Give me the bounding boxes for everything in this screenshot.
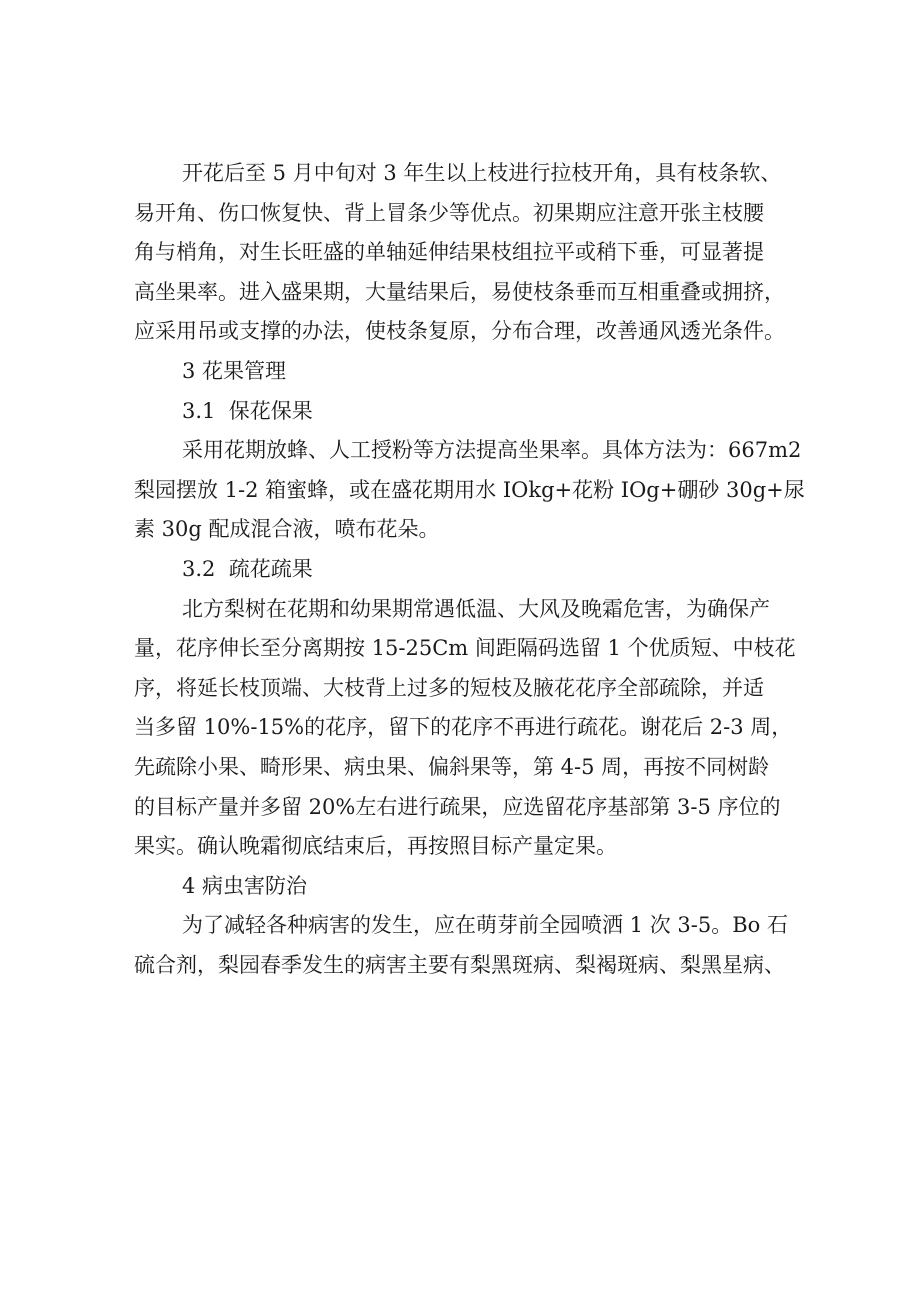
paragraph-line: 梨园摆放 1-2 箱蜜蜂，或在盛花期用水 IOkg+花粉 IOg+硼砂 30g+尿 xyxy=(134,477,805,502)
paragraph-line: 开花后至 5 月中旬对 3 年生以上枝进行拉枝开角，具有枝条软、 xyxy=(182,161,782,185)
section-heading-pest-control: 4 病虫害防治 xyxy=(182,873,308,898)
paragraph-line: 硫合剂，梨园春季发生的病害主要有梨黑斑病、梨褐斑病、梨黑星病、 xyxy=(134,952,785,977)
paragraph-line: 高坐果率。进入盛果期，大量结果后，易使枝条垂而互相重叠或拥挤， xyxy=(134,279,785,304)
paragraph-line: 采用花期放蜂、人工授粉等方法提高坐果率。具体方法为：667m2 xyxy=(182,438,802,463)
subsection-heading-flower-fruit-protection: 3.1 保花保果 xyxy=(182,398,313,423)
document-body xyxy=(134,154,814,985)
subsection-heading-thinning: 3.2 疏花疏果 xyxy=(182,556,313,581)
paragraph-line: 北方梨树在花期和幼果期常遇低温、大风及晚霜危害，为确保产 xyxy=(182,596,770,621)
paragraph-pest-control xyxy=(134,906,814,985)
paragraph-line: 角与梢角，对生长旺盛的单轴延伸结果枝组拉平或稍下垂，可显著提 xyxy=(134,240,764,265)
paragraph-line: 素 30g 配成混合液，喷布花朵。 xyxy=(134,517,440,542)
paragraph-line: 序，将延长枝顶端、大枝背上过多的短枝及腋花花序全部疏除，并适 xyxy=(134,675,764,700)
paragraph-pollination xyxy=(134,431,814,550)
paragraph-line: 先疏除小果、畸形果、病虫果、偏斜果等，第 4-5 周，再按不同树龄 xyxy=(134,754,770,779)
paragraph-thinning xyxy=(134,590,814,867)
paragraph-branch-spreading xyxy=(134,154,814,352)
paragraph-line: 量，花序伸长至分离期按 15-25Cm 间距隔码选留 1 个优质短、中枝花 xyxy=(134,636,796,661)
section-heading-flower-fruit-management: 3 花果管理 xyxy=(182,358,287,383)
paragraph-line: 的目标产量并多留 20%左右进行疏果，应选留花序基部第 3-5 序位的 xyxy=(134,794,781,819)
paragraph-line: 果实。确认晚霜彻底结束后，再按照目标产量定果。 xyxy=(134,834,617,859)
paragraph-line: 应采用吊或支撑的办法，使枝条复原，分布合理，改善通风透光条件。 xyxy=(134,319,785,344)
paragraph-line: 为了减轻各种病害的发生，应在萌芽前全园喷洒 1 次 3-5。Bo 石 xyxy=(182,913,788,938)
paragraph-line: 当多留 10%-15%的花序，留下的花序不再进行疏花。谢花后 2-3 周， xyxy=(134,715,793,740)
paragraph-line: 易开角、伤口恢复快、背上冒条少等优点。初果期应注意开张主枝腰 xyxy=(134,200,764,225)
